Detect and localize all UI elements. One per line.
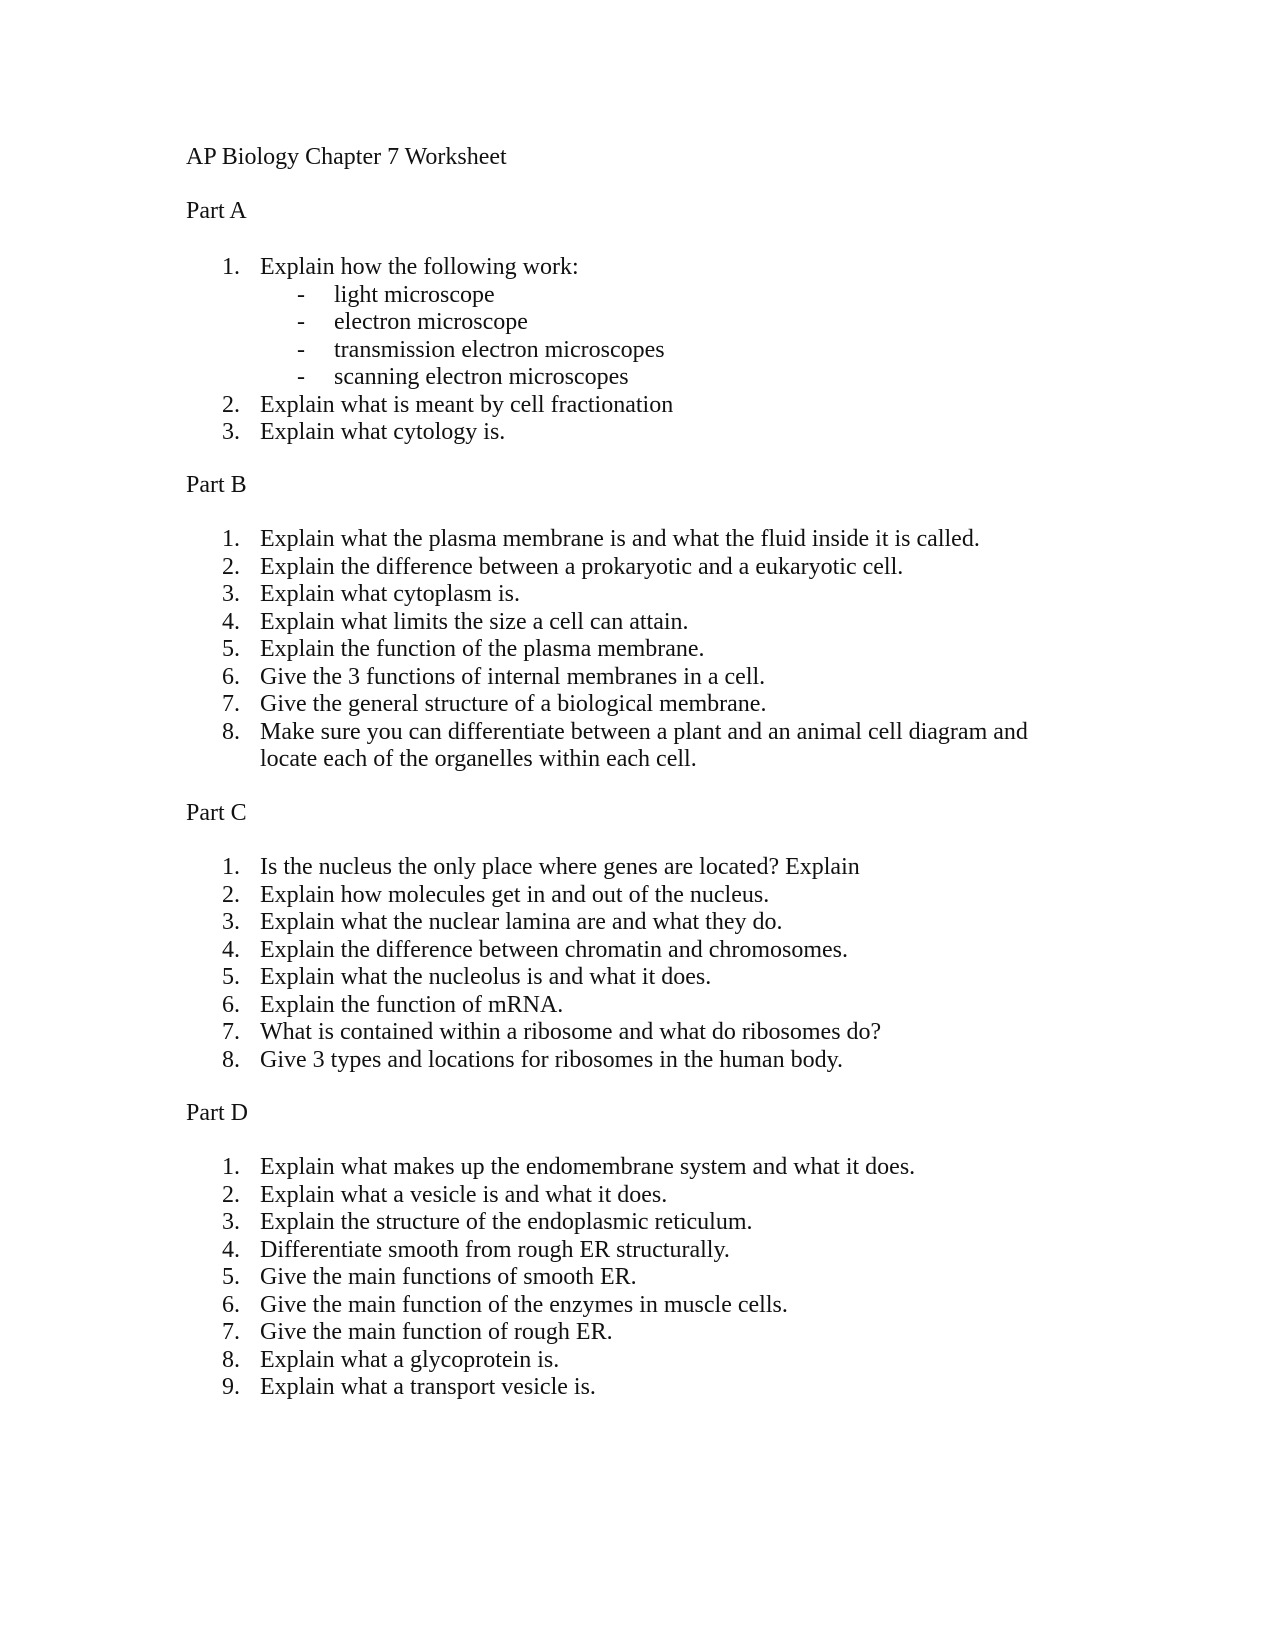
question-text: Give the main function of rough ER. bbox=[260, 1319, 613, 1345]
question-number: 7. bbox=[222, 1319, 240, 1345]
question-item bbox=[0, 1292, 1080, 1320]
question-item bbox=[0, 691, 1080, 719]
question-number: 8. bbox=[222, 1046, 240, 1073]
question-item bbox=[0, 937, 1080, 965]
question-number: 1. bbox=[222, 254, 240, 280]
question-number: 6. bbox=[222, 991, 240, 1018]
question-item bbox=[0, 1319, 1080, 1347]
question-text: Give the 3 functions of internal membranes in a cell. bbox=[260, 663, 766, 690]
question-item bbox=[0, 664, 1080, 692]
question-text: Explain what the nuclear lamina are and what they do. bbox=[260, 909, 783, 935]
question-number: 6. bbox=[222, 1291, 240, 1318]
question-number: 3. bbox=[222, 909, 240, 935]
question-number: 5. bbox=[222, 1264, 240, 1290]
sub-item-dash: - bbox=[297, 364, 305, 390]
question-item bbox=[0, 636, 1080, 664]
sub-item-text: electron microscope bbox=[334, 309, 528, 335]
sub-item-text: scanning electron microscopes bbox=[334, 364, 629, 390]
question-item bbox=[0, 992, 1080, 1020]
question-number: 7. bbox=[222, 1019, 240, 1045]
question-item bbox=[0, 1019, 1080, 1047]
worksheet-title: AP Biology Chapter 7 Worksheet bbox=[186, 144, 507, 170]
question-number: 3. bbox=[222, 419, 240, 445]
part-c-heading: Part C bbox=[186, 800, 247, 826]
question-text: Explain the difference between a prokaryotic and a eukaryotic cell. bbox=[260, 553, 904, 580]
question-number: 3. bbox=[222, 581, 240, 607]
question-number: 4. bbox=[222, 1236, 240, 1263]
question-text: Explain how the following work: bbox=[260, 254, 579, 280]
part-d-questions bbox=[0, 1154, 1275, 1402]
question-item bbox=[0, 882, 1080, 910]
question-text: Give the main function of the enzymes in muscle cells. bbox=[260, 1291, 788, 1318]
question-text: Explain how molecules get in and out of the nucleus. bbox=[260, 881, 770, 908]
question-number: 1. bbox=[222, 1154, 240, 1180]
question-number: 2. bbox=[222, 1181, 240, 1208]
question-number: 2. bbox=[222, 391, 240, 418]
sub-item bbox=[0, 364, 1275, 392]
question-item bbox=[0, 964, 1080, 992]
question-item bbox=[0, 392, 1080, 420]
part-b-heading: Part B bbox=[186, 472, 247, 498]
question-number: 1. bbox=[222, 854, 240, 880]
question-number: 5. bbox=[222, 964, 240, 990]
question-number: 9. bbox=[222, 1374, 240, 1400]
part-c-questions bbox=[0, 854, 1275, 1074]
question-item bbox=[0, 419, 1080, 447]
question-text: Explain what cytoplasm is. bbox=[260, 581, 520, 607]
question-item bbox=[0, 909, 1080, 937]
part-d-heading: Part D bbox=[186, 1100, 248, 1126]
question-text: Give 3 types and locations for ribosomes in the human body. bbox=[260, 1046, 844, 1073]
question-number: 1. bbox=[222, 526, 240, 552]
question-number: 3. bbox=[222, 1209, 240, 1235]
question-text: Differentiate smooth from rough ER structurally. bbox=[260, 1236, 730, 1263]
question-number: 4. bbox=[222, 936, 240, 963]
part-a-heading: Part A bbox=[186, 198, 247, 224]
question-number: 7. bbox=[222, 691, 240, 717]
question-item bbox=[0, 1264, 1080, 1292]
question-text: Give the main functions of smooth ER. bbox=[260, 1264, 637, 1290]
question-text: Explain what a vesicle is and what it does. bbox=[260, 1181, 668, 1208]
question-text: Explain what makes up the endomembrane system and what it does. bbox=[260, 1154, 916, 1180]
question-item bbox=[0, 1154, 1080, 1182]
question-text: Explain what limits the size a cell can attain. bbox=[260, 608, 689, 635]
question-text: Explain what the nucleolus is and what it does. bbox=[260, 964, 712, 990]
question-item bbox=[0, 554, 1080, 582]
sub-item-text: transmission electron microscopes bbox=[334, 336, 665, 363]
question-item bbox=[0, 254, 1080, 282]
part-b-questions bbox=[0, 526, 1275, 774]
question-item bbox=[0, 1374, 1080, 1402]
question-number: 6. bbox=[222, 663, 240, 690]
question-text: Explain what a glycoprotein is. bbox=[260, 1346, 560, 1373]
question-text: Explain the function of mRNA. bbox=[260, 991, 564, 1018]
question-item bbox=[0, 719, 1080, 774]
question-item bbox=[0, 1237, 1080, 1265]
question-number: 5. bbox=[222, 636, 240, 662]
question-number: 8. bbox=[222, 718, 240, 745]
question-text: Explain what cytology is. bbox=[260, 419, 506, 445]
question-text: Explain what is meant by cell fractionation bbox=[260, 391, 674, 418]
sub-item-dash: - bbox=[297, 281, 305, 308]
question-text: Explain the function of the plasma membrane. bbox=[260, 636, 705, 662]
question-text: Make sure you can differentiate between a plant and an animal cell diagram and locate each of the organelles within each cell. bbox=[260, 718, 1028, 772]
question-text: Explain the structure of the endoplasmic reticulum. bbox=[260, 1209, 753, 1235]
question-number: 4. bbox=[222, 608, 240, 635]
question-text: What is contained within a ribosome and what do ribosomes do? bbox=[260, 1019, 882, 1045]
question-text: Explain what a transport vesicle is. bbox=[260, 1374, 596, 1400]
sub-item bbox=[0, 309, 1275, 337]
question-text: Explain the difference between chromatin and chromosomes. bbox=[260, 936, 849, 963]
question-number: 2. bbox=[222, 881, 240, 908]
sub-item-dash: - bbox=[297, 309, 305, 335]
question-item bbox=[0, 581, 1080, 609]
question-number: 8. bbox=[222, 1346, 240, 1373]
sub-item bbox=[0, 337, 1275, 365]
question-text: Is the nucleus the only place where genes are located? Explain bbox=[260, 854, 860, 880]
question-item bbox=[0, 609, 1080, 637]
sub-item bbox=[0, 282, 1275, 310]
question-text: Give the general structure of a biological membrane. bbox=[260, 691, 767, 717]
question-item bbox=[0, 526, 1080, 554]
question-text: Explain what the plasma membrane is and what the fluid inside it is called. bbox=[260, 526, 980, 552]
question-number: 2. bbox=[222, 553, 240, 580]
question-item bbox=[0, 1047, 1080, 1075]
question-item bbox=[0, 1182, 1080, 1210]
question-item bbox=[0, 1347, 1080, 1375]
sub-item-text: light microscope bbox=[334, 281, 495, 308]
question-item bbox=[0, 1209, 1080, 1237]
sub-item-dash: - bbox=[297, 336, 305, 363]
question-item bbox=[0, 854, 1080, 882]
part-a-questions bbox=[0, 254, 1275, 447]
